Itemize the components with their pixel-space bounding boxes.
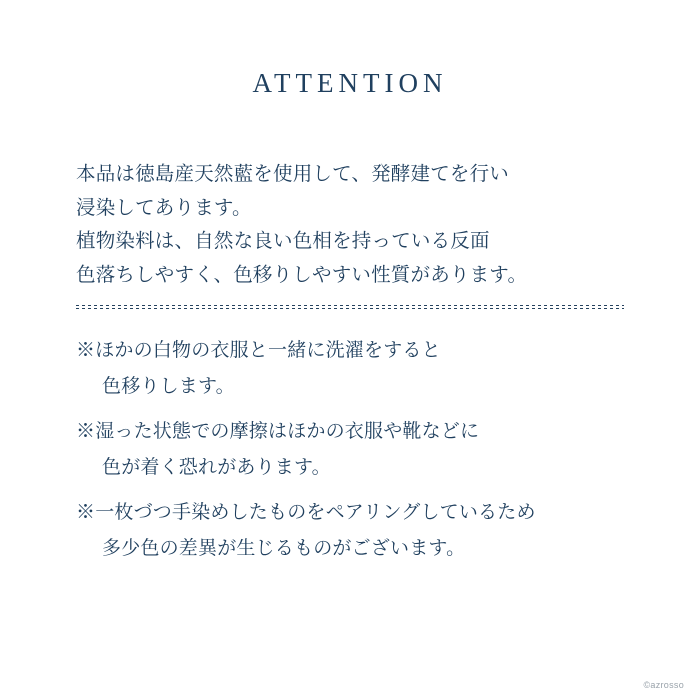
intro-line-1: 本品は徳島産天然藍を使用して、発酵建てを行い <box>76 162 510 185</box>
intro-paragraph <box>76 157 624 291</box>
dotted-divider <box>76 305 624 309</box>
intro-line-3: 植物染料は、自然な良い色相を持っている反面 <box>76 229 490 253</box>
note-2-line-1: ※湿った状態での摩擦はほかの衣服や靴などに <box>76 420 480 443</box>
list-item <box>76 335 624 398</box>
list-item <box>76 416 624 479</box>
care-notes-list <box>76 335 624 578</box>
note-1-line-2: 色移りします。 <box>102 375 235 398</box>
page-title: ATTENTION <box>252 68 448 98</box>
copyright-footer: ©azrosso <box>643 680 684 690</box>
note-1-line-1: ※ほかの白物の衣服と一緒に洗濯をすると <box>76 339 441 362</box>
note-2-line-2: 色が着く恐れがあります。 <box>102 456 331 479</box>
note-3-line-2: 多少色の差異が生じるものがございます。 <box>102 537 466 560</box>
note-3-line-1: ※一枚づつ手染めしたものをペアリングしているため <box>76 501 536 524</box>
intro-line-2: 浸染してあります。 <box>76 195 252 219</box>
list-item <box>76 497 624 560</box>
intro-line-4: 色落ちしやすく、色移りしやすい性質があります。 <box>76 262 528 286</box>
